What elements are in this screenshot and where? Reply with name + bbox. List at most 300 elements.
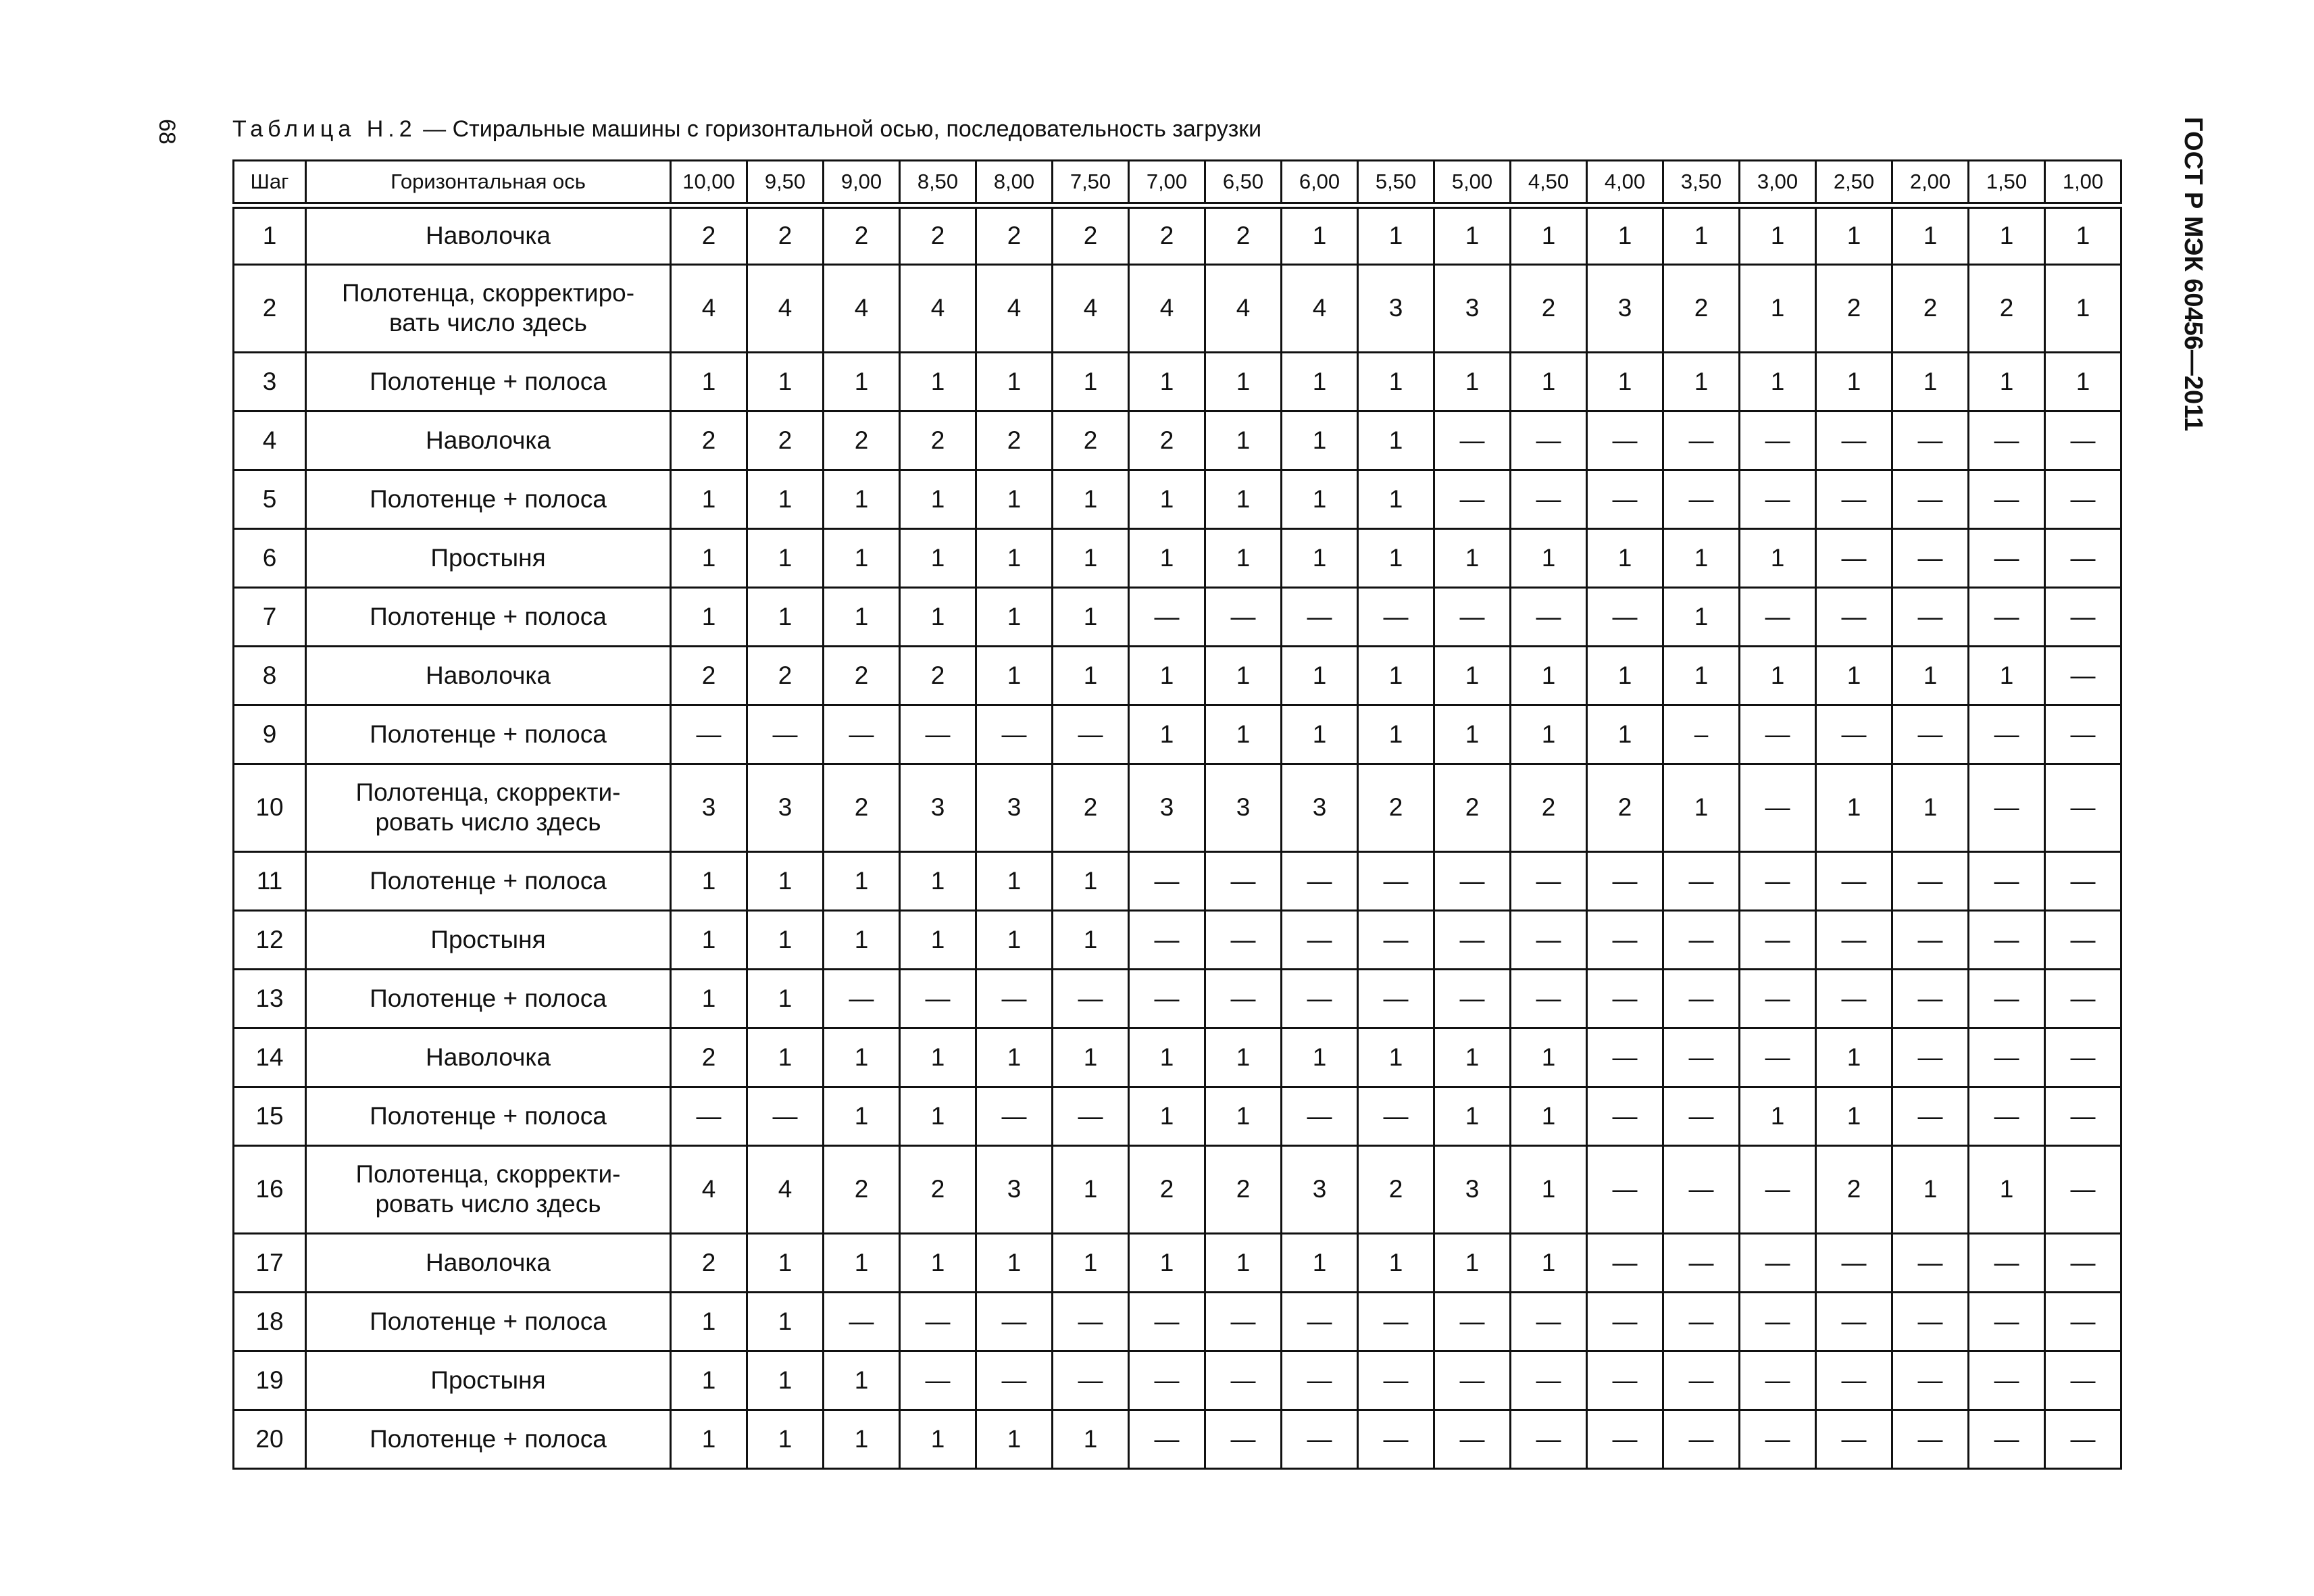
count-cell: 2: [747, 205, 824, 264]
count-cell: —: [1892, 851, 1969, 910]
item-cell: Полотенца, скорректи- ровать число здесь: [306, 1145, 671, 1233]
count-cell: —: [900, 705, 976, 764]
count-cell: —: [1892, 1028, 1969, 1087]
count-cell: —: [1511, 851, 1587, 910]
count-cell: 1: [1434, 705, 1511, 764]
table-row: [234, 1145, 2121, 1233]
table-row: [234, 587, 2121, 646]
count-cell: 1: [747, 969, 824, 1028]
page-number: 68: [154, 119, 180, 145]
count-cell: —: [1663, 1087, 1740, 1145]
table-row: [234, 1410, 2121, 1468]
count-cell: —: [1892, 411, 1969, 470]
count-cell: —: [1358, 1410, 1434, 1468]
count-cell: 1: [1663, 587, 1740, 646]
count-cell: 2: [1053, 411, 1129, 470]
count-cell: 1: [671, 528, 747, 587]
count-cell: 1: [1282, 411, 1358, 470]
count-cell: 1: [1740, 1087, 1816, 1145]
count-cell: 1: [824, 1028, 900, 1087]
count-cell: 1: [900, 352, 976, 411]
count-cell: —: [1969, 764, 2045, 851]
count-cell: 1: [1816, 205, 1892, 264]
count-cell: —: [1587, 587, 1663, 646]
count-cell: 1: [1358, 528, 1434, 587]
count-cell: 1: [1587, 352, 1663, 411]
count-cell: 1: [1282, 1233, 1358, 1292]
count-cell: 1: [1511, 646, 1587, 705]
count-cell: 1: [1129, 1087, 1205, 1145]
step-cell: 3: [234, 352, 306, 411]
count-cell: —: [1129, 1410, 1205, 1468]
header-load-kg: 6,50: [1205, 161, 1282, 206]
count-cell: —: [1969, 1410, 2045, 1468]
count-cell: —: [1663, 1233, 1740, 1292]
table-row: [234, 764, 2121, 851]
header-load-kg: 1,50: [1969, 161, 2045, 206]
count-cell: 1: [976, 587, 1053, 646]
count-cell: 1: [1587, 646, 1663, 705]
item-cell: Простыня: [306, 910, 671, 969]
count-cell: 1: [900, 851, 976, 910]
step-cell: 19: [234, 1351, 306, 1410]
count-cell: —: [2045, 1351, 2121, 1410]
item-cell: Полотенце + полоса: [306, 705, 671, 764]
step-cell: 4: [234, 411, 306, 470]
count-cell: 1: [1816, 1028, 1892, 1087]
item-cell: Полотенце + полоса: [306, 851, 671, 910]
count-cell: 1: [1358, 411, 1434, 470]
count-cell: 2: [900, 646, 976, 705]
count-cell: —: [1511, 411, 1587, 470]
count-cell: 1: [1511, 1087, 1587, 1145]
step-cell: 17: [234, 1233, 306, 1292]
count-cell: 1: [976, 910, 1053, 969]
table-row: [234, 264, 2121, 352]
count-cell: 1: [824, 587, 900, 646]
header-load-kg: 2,50: [1816, 161, 1892, 206]
header-load-kg: 3,00: [1740, 161, 1816, 206]
count-cell: 2: [1892, 264, 1969, 352]
step-cell: 14: [234, 1028, 306, 1087]
count-cell: —: [976, 1351, 1053, 1410]
count-cell: —: [824, 705, 900, 764]
count-cell: 2: [671, 646, 747, 705]
count-cell: 3: [671, 764, 747, 851]
count-cell: 1: [1053, 646, 1129, 705]
count-cell: —: [1740, 587, 1816, 646]
count-cell: —: [2045, 910, 2121, 969]
count-cell: —: [1282, 1351, 1358, 1410]
count-cell: 1: [1816, 352, 1892, 411]
count-cell: —: [1205, 587, 1282, 646]
item-cell: Полотенца, скорректиро- вать число здесь: [306, 264, 671, 352]
header-load-kg: 1,00: [2045, 161, 2121, 206]
count-cell: 1: [1053, 851, 1129, 910]
count-cell: 1: [747, 587, 824, 646]
count-cell: 2: [1205, 205, 1282, 264]
count-cell: 1: [976, 1233, 1053, 1292]
count-cell: —: [2045, 1233, 2121, 1292]
count-cell: 2: [1129, 411, 1205, 470]
count-cell: 2: [1129, 205, 1205, 264]
count-cell: —: [1358, 1087, 1434, 1145]
count-cell: —: [1969, 1028, 2045, 1087]
count-cell: —: [1816, 705, 1892, 764]
count-cell: 1: [1053, 352, 1129, 411]
header-load-kg: 8,00: [976, 161, 1053, 206]
count-cell: 1: [671, 1351, 747, 1410]
count-cell: 2: [976, 411, 1053, 470]
count-cell: —: [1434, 587, 1511, 646]
count-cell: 1: [900, 528, 976, 587]
count-cell: —: [1053, 705, 1129, 764]
count-cell: 2: [1358, 1145, 1434, 1233]
count-cell: 1: [1434, 1087, 1511, 1145]
count-cell: 1: [671, 969, 747, 1028]
count-cell: —: [1969, 1292, 2045, 1351]
count-cell: —: [1511, 1292, 1587, 1351]
count-cell: 1: [900, 1410, 976, 1468]
count-cell: —: [1205, 1410, 1282, 1468]
count-cell: 1: [1740, 646, 1816, 705]
count-cell: —: [1282, 587, 1358, 646]
count-cell: 1: [1205, 646, 1282, 705]
count-cell: 3: [1129, 764, 1205, 851]
count-cell: 1: [671, 1410, 747, 1468]
count-cell: 2: [1053, 764, 1129, 851]
count-cell: 1: [1434, 1028, 1511, 1087]
step-cell: 15: [234, 1087, 306, 1145]
count-cell: 1: [1969, 646, 2045, 705]
count-cell: 1: [1282, 705, 1358, 764]
count-cell: 1: [824, 910, 900, 969]
item-cell: Наволочка: [306, 1233, 671, 1292]
item-cell: Наволочка: [306, 646, 671, 705]
count-cell: 1: [1511, 1233, 1587, 1292]
count-cell: —: [824, 969, 900, 1028]
count-cell: —: [1587, 969, 1663, 1028]
count-cell: —: [1969, 851, 2045, 910]
item-cell: Простыня: [306, 528, 671, 587]
count-cell: 3: [976, 764, 1053, 851]
count-cell: 1: [1969, 205, 2045, 264]
table-row: [234, 969, 2121, 1028]
header-load-kg: 9,00: [824, 161, 900, 206]
count-cell: —: [1358, 1351, 1434, 1410]
count-cell: 3: [1205, 764, 1282, 851]
count-cell: 1: [1129, 1028, 1205, 1087]
table-row: [234, 851, 2121, 910]
count-cell: —: [2045, 969, 2121, 1028]
count-cell: 1: [1587, 705, 1663, 764]
count-cell: —: [1816, 587, 1892, 646]
count-cell: 1: [1129, 1233, 1205, 1292]
count-cell: —: [1129, 587, 1205, 646]
count-cell: 1: [1282, 528, 1358, 587]
count-cell: —: [747, 705, 824, 764]
count-cell: —: [1969, 470, 2045, 528]
count-cell: —: [1282, 969, 1358, 1028]
count-cell: —: [1892, 1233, 1969, 1292]
step-cell: 2: [234, 264, 306, 352]
count-cell: —: [1969, 1087, 2045, 1145]
count-cell: 1: [1282, 470, 1358, 528]
item-cell: Наволочка: [306, 205, 671, 264]
count-cell: 1: [1740, 264, 1816, 352]
count-cell: —: [2045, 587, 2121, 646]
count-cell: 1: [671, 910, 747, 969]
count-cell: —: [1511, 910, 1587, 969]
count-cell: 1: [1740, 205, 1816, 264]
count-cell: —: [1816, 528, 1892, 587]
header-load-kg: 7,50: [1053, 161, 1129, 206]
item-cell: Полотенце + полоса: [306, 1087, 671, 1145]
count-cell: 1: [1511, 705, 1587, 764]
count-cell: —: [1282, 851, 1358, 910]
count-cell: —: [1434, 1292, 1511, 1351]
item-cell: Полотенца, скорректи- ровать число здесь: [306, 764, 671, 851]
count-cell: —: [1969, 1351, 2045, 1410]
count-cell: —: [1358, 1292, 1434, 1351]
table-row: [234, 910, 2121, 969]
count-cell: —: [1129, 969, 1205, 1028]
header-load-kg: 8,50: [900, 161, 976, 206]
count-cell: 1: [976, 1028, 1053, 1087]
count-cell: —: [900, 1351, 976, 1410]
table-caption-text: — Стиральные машины с горизонтальной осью, последовательность загрузки: [423, 116, 1262, 142]
count-cell: —: [1816, 411, 1892, 470]
count-cell: —: [1663, 411, 1740, 470]
table-row: [234, 705, 2121, 764]
count-cell: 1: [1663, 764, 1740, 851]
table-row: [234, 646, 2121, 705]
count-cell: 3: [1358, 264, 1434, 352]
header-load-kg: 3,50: [1663, 161, 1740, 206]
count-cell: 1: [976, 1410, 1053, 1468]
count-cell: 1: [976, 470, 1053, 528]
header-load-kg: 9,50: [747, 161, 824, 206]
count-cell: 1: [1205, 1087, 1282, 1145]
step-cell: 11: [234, 851, 306, 910]
count-cell: 2: [671, 411, 747, 470]
count-cell: 1: [824, 352, 900, 411]
step-cell: 6: [234, 528, 306, 587]
count-cell: —: [1816, 470, 1892, 528]
count-cell: 4: [824, 264, 900, 352]
count-cell: 1: [747, 851, 824, 910]
count-cell: —: [1129, 1351, 1205, 1410]
count-cell: —: [1129, 851, 1205, 910]
count-cell: 1: [1129, 646, 1205, 705]
count-cell: —: [1434, 1410, 1511, 1468]
count-cell: —: [1587, 910, 1663, 969]
step-cell: 18: [234, 1292, 306, 1351]
count-cell: —: [1434, 1351, 1511, 1410]
count-cell: 1: [747, 1028, 824, 1087]
header-load-kg: 5,50: [1358, 161, 1434, 206]
count-cell: —: [1740, 1410, 1816, 1468]
count-cell: 2: [824, 764, 900, 851]
header-load-kg: 6,00: [1282, 161, 1358, 206]
count-cell: —: [1587, 411, 1663, 470]
table-row: [234, 1292, 2121, 1351]
count-cell: –: [1663, 705, 1740, 764]
count-cell: —: [1205, 969, 1282, 1028]
step-cell: 10: [234, 764, 306, 851]
count-cell: —: [1587, 851, 1663, 910]
count-cell: 2: [900, 205, 976, 264]
count-cell: —: [1205, 910, 1282, 969]
count-cell: 4: [671, 1145, 747, 1233]
count-cell: —: [1969, 910, 2045, 969]
count-cell: 1: [1892, 1145, 1969, 1233]
count-cell: —: [1740, 1233, 1816, 1292]
count-cell: 1: [747, 1351, 824, 1410]
count-cell: 2: [900, 411, 976, 470]
count-cell: —: [1587, 1145, 1663, 1233]
count-cell: —: [1969, 528, 2045, 587]
count-cell: —: [2045, 1145, 2121, 1233]
count-cell: 1: [1205, 1028, 1282, 1087]
count-cell: 1: [747, 910, 824, 969]
count-cell: 2: [1816, 1145, 1892, 1233]
count-cell: 1: [1434, 646, 1511, 705]
count-cell: 1: [1892, 764, 1969, 851]
count-cell: 2: [1663, 264, 1740, 352]
count-cell: 2: [824, 646, 900, 705]
count-cell: —: [1892, 470, 1969, 528]
count-cell: —: [1053, 1087, 1129, 1145]
count-cell: 1: [976, 352, 1053, 411]
count-cell: 4: [1282, 264, 1358, 352]
count-cell: 2: [976, 205, 1053, 264]
count-cell: 1: [1511, 1028, 1587, 1087]
count-cell: —: [1358, 969, 1434, 1028]
count-cell: 1: [824, 1351, 900, 1410]
count-cell: 1: [1282, 646, 1358, 705]
count-cell: 2: [671, 1233, 747, 1292]
item-cell: Полотенце + полоса: [306, 1410, 671, 1468]
count-cell: 1: [747, 1292, 824, 1351]
count-cell: 1: [671, 851, 747, 910]
item-cell: Наволочка: [306, 411, 671, 470]
count-cell: 4: [976, 264, 1053, 352]
count-cell: 2: [1511, 264, 1587, 352]
count-cell: 1: [1205, 411, 1282, 470]
count-cell: —: [1816, 1410, 1892, 1468]
count-cell: —: [2045, 470, 2121, 528]
count-cell: 1: [1205, 470, 1282, 528]
table-row: [234, 1351, 2121, 1410]
count-cell: —: [1434, 969, 1511, 1028]
count-cell: 2: [671, 1028, 747, 1087]
count-cell: —: [824, 1292, 900, 1351]
count-cell: —: [1205, 1292, 1282, 1351]
header-load-kg: 4,00: [1587, 161, 1663, 206]
count-cell: 3: [976, 1145, 1053, 1233]
count-cell: 1: [1816, 764, 1892, 851]
header-load-kg: 2,00: [1892, 161, 1969, 206]
count-cell: 2: [1053, 205, 1129, 264]
count-cell: 1: [1740, 528, 1816, 587]
count-cell: —: [1587, 1410, 1663, 1468]
count-cell: 2: [747, 646, 824, 705]
item-cell: Простыня: [306, 1351, 671, 1410]
count-cell: 1: [1663, 205, 1740, 264]
count-cell: 1: [1816, 1087, 1892, 1145]
count-cell: 1: [1358, 1233, 1434, 1292]
count-cell: 1: [1053, 1410, 1129, 1468]
table-row: [234, 1233, 2121, 1292]
count-cell: 1: [1358, 352, 1434, 411]
count-cell: —: [1663, 1145, 1740, 1233]
count-cell: 1: [900, 1087, 976, 1145]
item-cell: Наволочка: [306, 1028, 671, 1087]
count-cell: 1: [1129, 470, 1205, 528]
count-cell: 1: [2045, 352, 2121, 411]
count-cell: —: [1434, 851, 1511, 910]
count-cell: 3: [747, 764, 824, 851]
count-cell: 1: [824, 470, 900, 528]
count-cell: —: [2045, 646, 2121, 705]
count-cell: —: [1587, 1087, 1663, 1145]
table-row: [234, 1028, 2121, 1087]
count-cell: 2: [900, 1145, 976, 1233]
count-cell: —: [1663, 910, 1740, 969]
count-cell: —: [1511, 587, 1587, 646]
count-cell: —: [2045, 1087, 2121, 1145]
count-cell: —: [1282, 910, 1358, 969]
count-cell: 1: [1358, 705, 1434, 764]
count-cell: 1: [824, 851, 900, 910]
count-cell: —: [1663, 1410, 1740, 1468]
count-cell: —: [2045, 528, 2121, 587]
count-cell: 1: [1053, 910, 1129, 969]
count-cell: —: [1663, 1028, 1740, 1087]
count-cell: 4: [747, 1145, 824, 1233]
count-cell: 1: [976, 528, 1053, 587]
header-load-kg: 5,00: [1434, 161, 1511, 206]
count-cell: 2: [824, 205, 900, 264]
header-horizontal-axis: Горизонтальная ось: [306, 161, 671, 206]
count-cell: 1: [1053, 587, 1129, 646]
count-cell: 4: [747, 264, 824, 352]
count-cell: —: [1816, 910, 1892, 969]
count-cell: —: [1740, 411, 1816, 470]
count-cell: —: [2045, 764, 2121, 851]
count-cell: 1: [1740, 352, 1816, 411]
table-row: [234, 528, 2121, 587]
count-cell: —: [1282, 1087, 1358, 1145]
count-cell: 1: [747, 1410, 824, 1468]
count-cell: —: [1816, 1351, 1892, 1410]
count-cell: 1: [747, 352, 824, 411]
count-cell: 1: [1511, 1145, 1587, 1233]
count-cell: 2: [824, 411, 900, 470]
count-cell: —: [976, 1292, 1053, 1351]
table-caption: [232, 116, 1261, 143]
count-cell: —: [2045, 1292, 2121, 1351]
count-cell: —: [1663, 1351, 1740, 1410]
count-cell: 1: [1358, 205, 1434, 264]
count-cell: 1: [1511, 205, 1587, 264]
count-cell: 1: [1969, 1145, 2045, 1233]
count-cell: 1: [824, 1410, 900, 1468]
count-cell: —: [1434, 411, 1511, 470]
count-cell: —: [1053, 1351, 1129, 1410]
item-cell: Полотенце + полоса: [306, 352, 671, 411]
